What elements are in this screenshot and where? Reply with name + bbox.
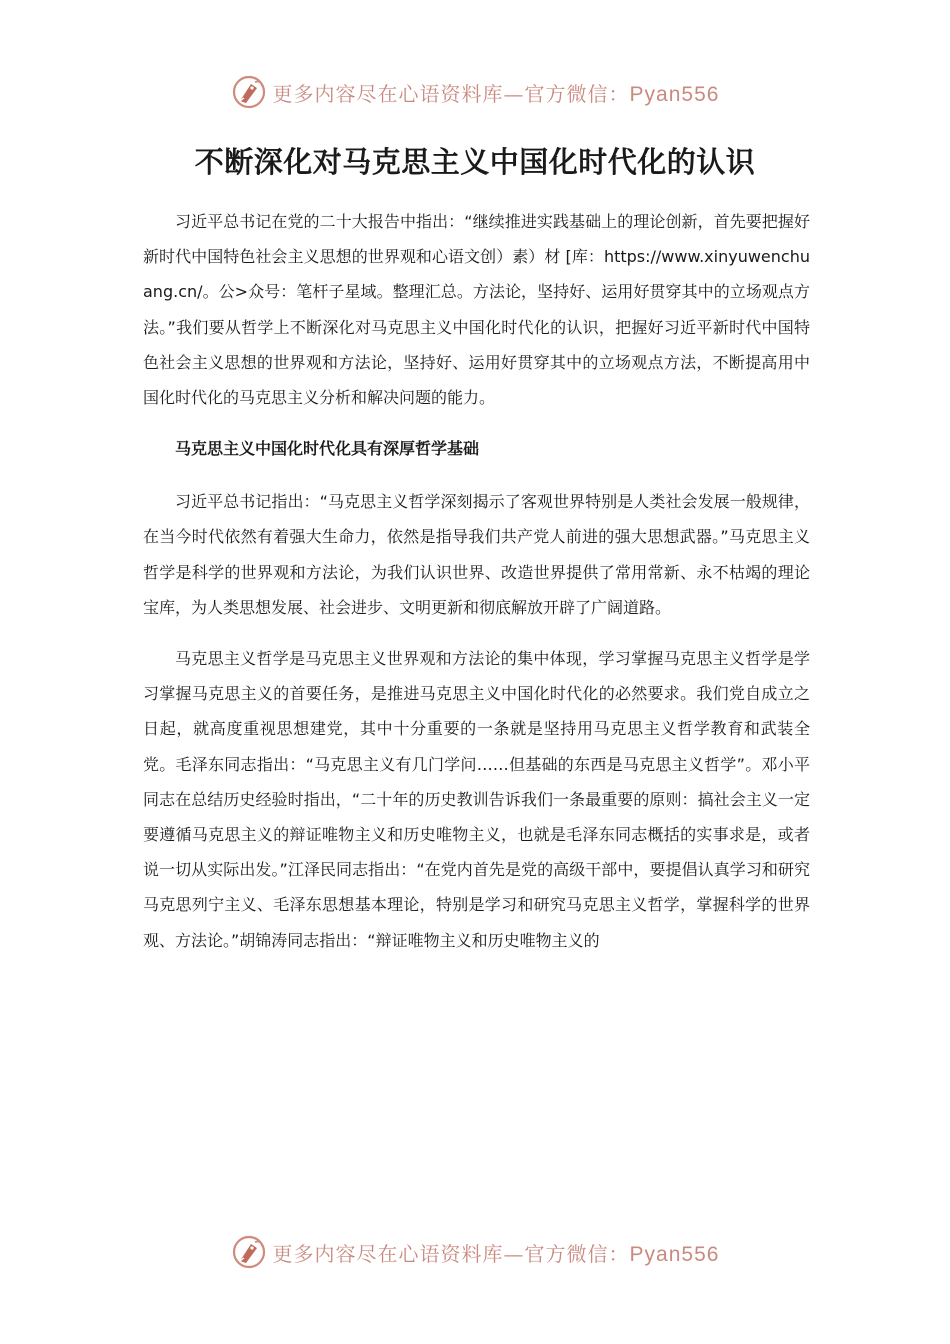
footer-watermark-banner: [0, 1232, 950, 1272]
section-paragraph-2: 马克思主义哲学是马克思主义世界观和方法论的集中体现，学习掌握马克思主义哲学是学习掌握马克思主义的首要任务，是推进马克思主义中国化时代化的必然要求。我们党自成立之日起，就高度重视思想建党，其中十分重要的一条就是坚持用马克思主义哲学教育和武装全党。毛泽东同志指出：“马克思主义有几门学问……但基础的东西是马克思主义哲学”。邓小平同志在总结历史经验时指出，“二十年的历史教训告诉我们一条最重要的原则：搞社会主义一定要遵循马克思主义的辩证唯物主义和历史唯物主义，也就是毛泽东同志概括的实事求是，或者说一切从实际出发。”江泽民同志指出：“在党内首先是党的高级干部中，要提倡认真学习和研究马克思列宁主义、毛泽东思想基本理论，特别是学习和研究马克思主义哲学，掌握科学的世界观、方法论。”胡锦涛同志指出：“辩证唯物主义和历史唯物主义的: [143, 649, 810, 950]
banner-wechat-handle: Pyan556: [629, 1242, 720, 1266]
section-paragraph-1: 习近平总书记指出：“马克思主义哲学深刻揭示了客观世界特别是人类社会发展一般规律，在当今时代依然有着强大生命力，依然是指导我们共产党人前进的强大思想武器。”马克思主义哲学是科学的世界观和方法论，为我们认识世界、改造世界提供了常用常新、永不枯竭的理论宝库，为人类思想发展、社会进步、文明更新和彻底解放开辟了广阔道路。: [143, 492, 810, 617]
section-heading: 马克思主义中国化时代化具有深厚哲学基础: [175, 439, 480, 459]
banner-wechat-handle: Pyan556: [629, 82, 720, 106]
banner-text: 更多内容尽在心语资料库—官方微信：Pyan556: [272, 1241, 720, 1266]
banner-text: 更多内容尽在心语资料库—官方微信：Pyan556: [272, 81, 720, 106]
document-title: 不断深化对马克思主义中国化时代化的认识: [194, 145, 756, 179]
document-body: [143, 204, 810, 974]
intro-paragraph: 习近平总书记在党的二十大报告中指出：“继续推进实践基础上的理论创新，首先要把握好新时代中国特色社会主义思想的世界观和心语文创）素）材 [库：https://www.xinyuwenchuang.cn/。公>众号：笔杆子星域。整理汇总。方法论，坚持好、运用好贯穿其中的立场观点方法。”我们要从哲学上不断深化对马克思主义中国化时代化的认识，把握好习近平新时代中国特色社会主义思想的世界观和方法论，坚持好、运用好贯穿其中的立场观点方法，不断提高用中国化时代化的马克思主义分析和解决问题的能力。: [143, 212, 810, 408]
header-watermark-banner: [0, 72, 950, 112]
pen-nib-logo-icon: [231, 1234, 267, 1270]
pen-nib-logo-icon: [231, 74, 267, 110]
